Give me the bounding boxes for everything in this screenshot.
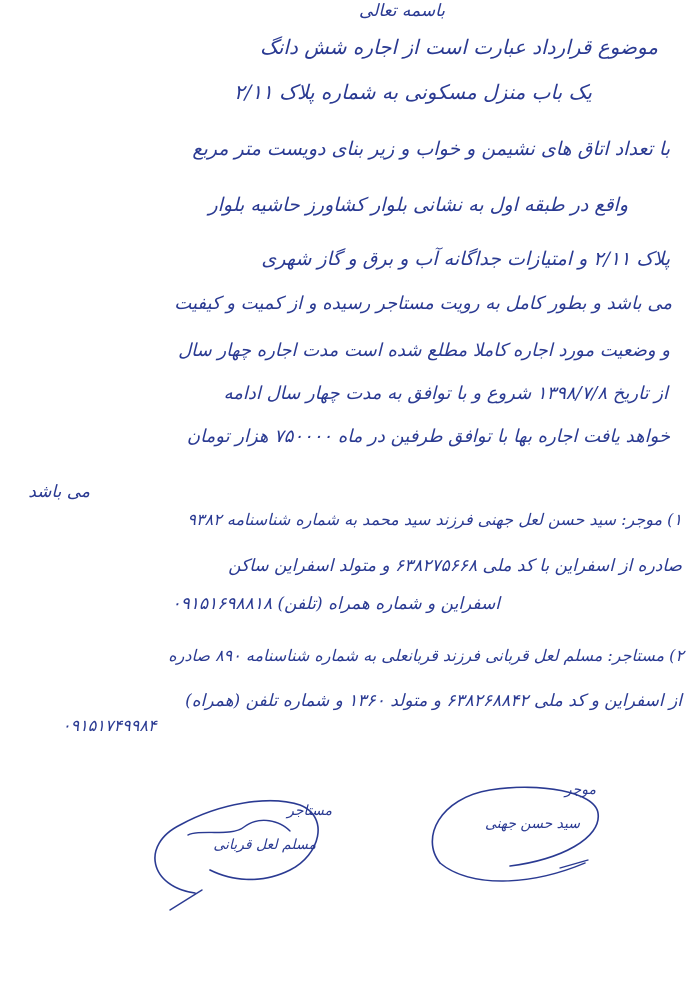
letter-line-10: می باشد <box>28 482 90 502</box>
letter-header: باسمه تعالی <box>359 1 445 21</box>
tenant-signature <box>140 775 340 915</box>
letter-line-2: یک باب منزل مسکونی به شماره پلاک ۲/۱۱ <box>233 80 592 104</box>
letter-line-4: واقع در طبقه اول به نشانی بلوار کشاورز حاشیه بلوار <box>208 194 628 216</box>
letter-line-6: می باشد و بطور کامل به رویت مستاجر رسیده و از کمیت و کیفیت <box>174 293 672 314</box>
letter-line-8: از تاریخ ۱۳۹۸/۷/۸ شروع و با توافق به مدت چهار سال ادامه <box>223 383 668 404</box>
landlord-signature <box>410 768 610 908</box>
landlord-signature-role: موجر <box>564 782 596 798</box>
tenant-clause-line-2: از اسفراین و کد ملی ۶۳۸۲۶۸۸۴۲ و متولد ۱۳۶۰ و شماره تلفن (همراه) <box>185 691 682 711</box>
letter-line-9: خواهد یافت اجاره بها با توافق طرفین در ماه ۷۵۰۰۰۰ هزار تومان <box>186 426 670 447</box>
landlord-clause-line-2: صادره از اسفراین با کد ملی ۶۳۸۲۷۵۶۶۸ و متولد اسفراین ساکن <box>228 556 682 576</box>
letter-line-1: موضوع قرارداد عبارت است از اجاره شش دانگ <box>259 35 658 59</box>
tenant-signature-role: مستاجر <box>287 803 332 819</box>
tenant-clause-line-3: ۰۹۱۵۱۷۴۹۹۸۴ <box>62 716 157 735</box>
letter-line-7: و وضعیت مورد اجاره کاملا مطلع شده است مدت اجاره چهار سال <box>178 340 670 361</box>
landlord-clause-line-1: ۱) موجر: سید حسن لعل جهنی فرزند سید محمد به شماره شناسنامه ۹۳۸۲ <box>187 510 682 529</box>
landlord-signature-name: سید حسن جهنی <box>484 816 580 832</box>
letter-line-3: با تعداد اتاق های نشیمن و خواب و زیر بنای دویست متر مربع <box>192 138 670 160</box>
landlord-clause-line-3: اسفراین و شماره همراه (تلفن) ۰۹۱۵۱۶۹۸۸۱۸ <box>171 594 500 614</box>
tenant-signature-name: مسلم لعل قربانی <box>213 837 316 853</box>
tenant-clause-line-1: ۲) مستاجر: مسلم لعل قربانی فرزند قربانعلی به شماره شناسنامه ۸۹۰ صادره <box>168 646 684 665</box>
letter-line-5: پلاک ۲/۱۱ و امتیازات جداگانه آب و برق و گاز شهری <box>261 248 670 270</box>
